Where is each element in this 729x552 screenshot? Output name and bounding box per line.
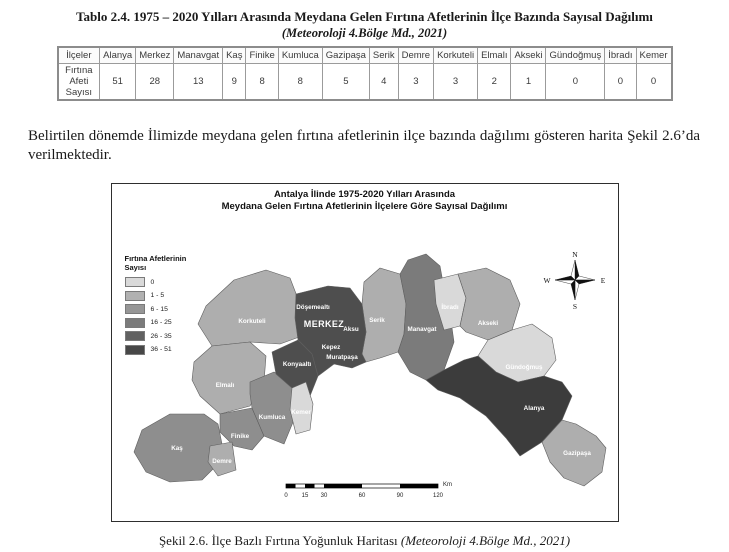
storm-count-table [57, 46, 673, 101]
district-label-ibradi: İbradı [440, 303, 459, 311]
table-value-row [58, 64, 672, 101]
district-label-dosemealti: Döşemealtı [295, 303, 330, 311]
compass-s-label: S [572, 301, 577, 311]
scale-tick-60: 60 [358, 492, 365, 499]
district-label-kas: Kaş [170, 444, 183, 452]
compass-n-label: N [571, 249, 578, 259]
value-cell: 3 [398, 64, 434, 101]
value-cell: 4 [369, 64, 398, 101]
header-cell: Gündoğmuş [546, 47, 605, 64]
value-cell: 2 [478, 64, 511, 101]
row-header-cell: Fırtına Afeti Sayısı [58, 64, 100, 101]
district-label-aksu: Aksu [342, 325, 359, 333]
map-title-line1: Antalya İlinde 1975-2020 Yılları Arasında [273, 188, 456, 200]
table-source: (Meteoroloji 4.Bölge Md., 2021) [281, 26, 448, 41]
scale-tick-90: 90 [396, 492, 403, 499]
header-cell: Kaş [223, 47, 246, 64]
district-label-akseki: Akseki [477, 319, 498, 327]
scale-tick-0: 0 [283, 492, 288, 499]
scale-bar [286, 484, 438, 488]
compass-e-label: E [600, 275, 605, 285]
value-cell: 0 [605, 64, 636, 101]
scale-unit-label: Km [442, 481, 452, 488]
legend-label: 1 - 5 [150, 292, 165, 300]
header-cell: İbradı [605, 47, 636, 64]
figure-caption-text: Şekil 2.6. İlçe Bazlı Fırtına Yoğunluk Haritası [158, 532, 398, 548]
header-cell: Manavgat [174, 47, 223, 64]
district-korkuteli [198, 270, 302, 346]
district-label-serik: Serik [368, 316, 385, 324]
legend-label: 26 - 35 [150, 332, 172, 340]
district-label-alanya: Alanya [523, 404, 544, 412]
header-cell: Finike [246, 47, 278, 64]
header-cell: Demre [398, 47, 434, 64]
district-label-gundogmus: Gündoğmuş [504, 363, 543, 371]
district-map [112, 184, 618, 521]
compass-w-label: W [542, 275, 551, 285]
district-label-elmali: Elmalı [215, 381, 234, 389]
compass-rose [555, 260, 595, 300]
scale-tick-30: 30 [320, 492, 327, 499]
header-cell: Gazipaşa [322, 47, 369, 64]
district-label-kepez: Kepez [321, 343, 340, 351]
value-cell: 8 [246, 64, 278, 101]
district-label-kumluca: Kumluca [258, 413, 285, 421]
table-title: Tablo 2.4. 1975 – 2020 Yılları Arasında Meydana Gelen Fırtına Afetlerinin İlçe Bazında Sayısal Dağılımı [76, 9, 653, 24]
value-cell: 5 [322, 64, 369, 101]
map-figure [111, 183, 619, 522]
district-label-demre: Demre [211, 457, 232, 465]
value-cell: 28 [136, 64, 174, 101]
scale-tick-15: 15 [301, 492, 308, 499]
table-header-row [58, 47, 672, 64]
header-cell: Akseki [511, 47, 546, 64]
document-page [0, 9, 729, 552]
legend-label: 6 - 15 [150, 305, 168, 313]
header-cell: Elmalı [478, 47, 511, 64]
header-cell: Merkez [136, 47, 174, 64]
value-cell: 8 [278, 64, 322, 101]
map-title-line2: Meydana Gelen Fırtına Afetlerinin İlçelere Göre Sayısal Dağılımı [221, 200, 508, 212]
header-cell: Kumluca [278, 47, 322, 64]
header-cell: Kemer [636, 47, 671, 64]
value-cell: 1 [511, 64, 546, 101]
district-label-konyaalti: Konyaaltı [282, 360, 311, 368]
header-cell: Korkuteli [434, 47, 478, 64]
district-label-muratpasa: Muratpaşa [325, 353, 358, 361]
value-cell: 3 [434, 64, 478, 101]
district-label-gazipasa: Gazipaşa [562, 449, 591, 457]
value-cell: 0 [546, 64, 605, 101]
legend-title-line2: Sayısı [124, 263, 147, 272]
district-label-kemer: Kemer [290, 408, 311, 416]
figure-caption [0, 533, 729, 549]
scale-tick-120: 120 [432, 492, 443, 499]
value-cell: 9 [223, 64, 246, 101]
legend-label: 16 - 25 [150, 319, 172, 327]
district-label-merkez: MERKEZ [303, 318, 344, 329]
header-cell-ilceler: İlçeler [58, 47, 100, 64]
header-cell: Alanya [100, 47, 136, 64]
district-label-manavgat: Manavgat [406, 325, 437, 333]
figure-caption-source: (Meteoroloji 4.Bölge Md., 2021) [400, 532, 571, 548]
value-cell: 0 [636, 64, 671, 101]
legend-label: 0 [150, 278, 155, 286]
district-akseki [458, 268, 520, 340]
legend-title-line1: Fırtına Afetlerinin [124, 253, 187, 263]
district-label-korkuteli: Korkuteli [237, 317, 266, 325]
body-paragraph: Belirtilen dönemde İlimizde meydana gelen fırtına afetlerinin ilçe bazında dağılımı gösteren harita Şekil 2.6’da verilmektedir. [28, 128, 700, 164]
legend-label: 36 - 51 [150, 346, 172, 354]
header-cell: Serik [369, 47, 398, 64]
value-cell: 51 [100, 64, 136, 101]
district-label-finike: Finike [230, 432, 249, 440]
value-cell: 13 [174, 64, 223, 101]
